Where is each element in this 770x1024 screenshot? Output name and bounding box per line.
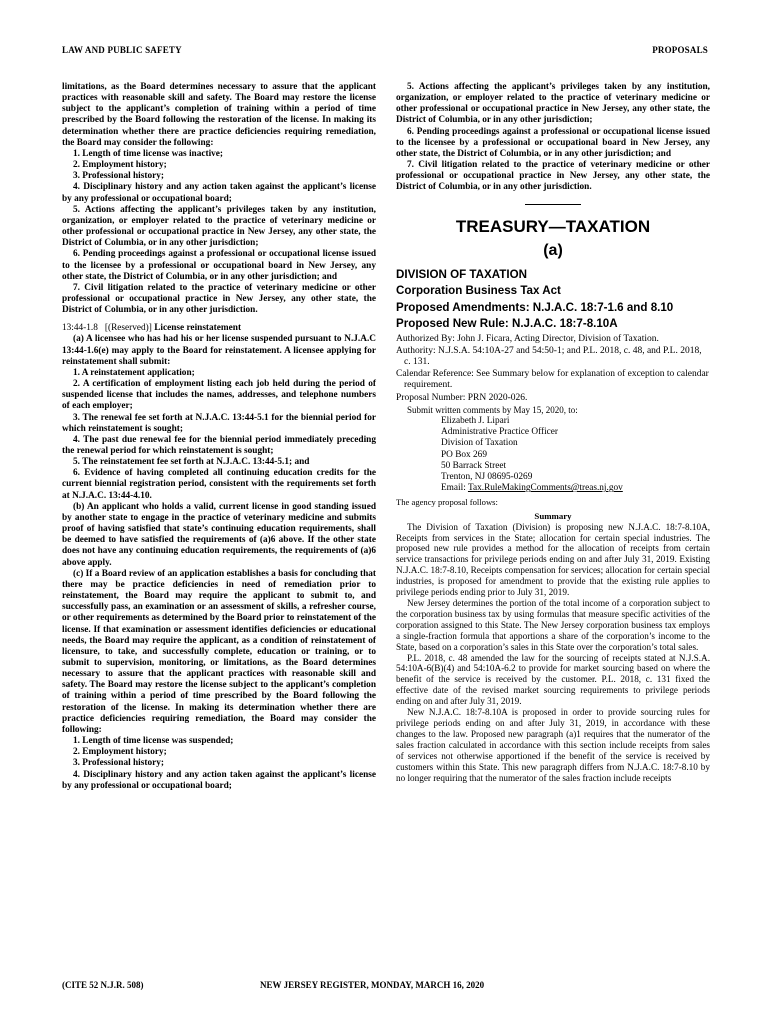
address-line: Trenton, NJ 08695-0269 [441,471,533,482]
list-item: 5. The reinstatement fee set forth at N.J.A.C. 13:44-5.1; and [73,457,310,468]
list-item: 7. Civil litigation related to the practice of veterinary medicine or other professional or occupational practice in New Jersey, any other state, the District of Columbia, or in any other jurisdiction. [396,160,710,193]
list-item: 5. Actions affecting the applicant’s privileges taken by any institution, organization, or employer related to the practice of veterinary medicine or other professional or occupational practice in New Jersey, any other state, the District of Columbia, or in any other jurisdiction; [396,82,710,126]
list-item: 6. Pending proceedings against a professional or occupational license issued to the licensee by a professional or occupational board in New Jersey, any other state, the District of Columbia, or in any other jurisdiction; and [396,126,710,159]
right-column [396,82,710,783]
left-column [62,82,376,792]
address-line: PO Box 269 [441,449,487,460]
authorized-by: Authorized By: John J. Ficara, Acting Director, Division of Taxation. [396,333,659,344]
section-number: 13:44-1.8 [62,323,98,334]
list-item: 6. Pending proceedings against a professional or occupational license issued to the licensee by a professional or occupational board in New Jersey, any other state, the District of Columbia, or in any other jurisdiction; and [62,249,376,282]
list-item: 3. The renewal fee set forth at N.J.A.C. 13:44-5.1 for the biennial period for which reinstatement is sought; [62,412,376,434]
address-line: Division of Taxation [441,438,518,449]
list-item: 1. Length of time license was inactive; [73,148,224,159]
list-item: 4. The past due renewal fee for the biennial period immediately preceding the renewal period for which reinstatement is sought; [62,434,376,456]
footer-citation: (CITE 52 N.J.R. 508) [62,980,144,990]
paragraph: (a) A licensee who has had his or her license suspended pursuant to N.J.A.C 13:44-1.6(e) may apply to the Board for reinstatement. A licensee applying for reinstatement shall submit: [62,334,376,367]
list-item: 2. Employment history; [73,160,167,171]
email-link[interactable]: Tax.RuleMakingComments@treas.nj.gov [467,483,623,494]
email-label: Email: [441,483,468,494]
authority: Authority: N.J.S.A. 54:10A-27 and 54:50-1; and P.L. 2018, c. 48, and P.L. 2018, c. 131. [396,345,702,367]
list-item: 3. Professional history; [73,758,164,769]
summary-heading: Summary [534,510,572,521]
running-header-left: LAW AND PUBLIC SAFETY [62,45,182,55]
act-heading: Corporation Business Tax Act [396,284,561,298]
amendments-heading: Proposed Amendments: N.J.A.C. 18:7-1.6 and 8.10 [396,300,674,314]
list-item: 4. Disciplinary history and any action taken against the applicant’s license by any professional or occupational board; [62,769,376,791]
list-item: 7. Civil litigation related to the practice of veterinary medicine or other professional or occupational practice in New Jersey, any other state, the District of Columbia, or in any other jurisdiction. [62,282,376,316]
paragraph: (c) If a Board review of an application establishes a basis for concluding that there may be practice deficiencies in need of remediation prior to reinstatement, the Board may require the applicant to submit to, and successfully pass, an examination or an assessment of skills, a refresher course, or other requirements as determined by the Board prior to reinstatement of the license. If that examination or assessment identifies deficiencies or educational needs, the Board may require the applicant, as a condition of reinstatement of licensure, to take, and successfully complete, education or training, or to submit to supervision, monitoring, or limitations, as the Board determines necessary to assure that the applicant practices with reasonable skill and safety. The Board may restore the license subject to the applicant’s completion of training within a period of time prescribed by the Board following the restoration of the license. In making its determination whether there are practice deficiencies requiring remediation, the Board may consider the following: [62,568,376,735]
department-heading: TREASURY—TAXATION [455,216,651,236]
running-header-right: PROPOSALS [652,45,708,55]
paragraph: New Jersey determines the portion of the total income of a corporation subject to the corporation business tax by using formulas that measure specific activities of the corporation assigned to this State. The New Jersey corporation business tax employs a single-fraction formula that apportions a share of the corporation’s income to the State, based on a corporation’s sales in this State over the corporation’s total sales. [396,598,710,652]
list-item: 2. Employment history; [73,747,167,758]
address-line: Administrative Practice Officer [441,427,559,438]
paragraph: The Division of Taxation (Division) is proposing new N.J.A.C. 18:7-8.10A, Receipts from services in the State; allocation for certain special industries. The proposed new rule provides a method for the allocation of receipts from certain service transactions for privilege periods ending on and after July 31, 2019. Existing N.J.A.C. 18:7-8.10, Receipts compensation for services; allocation for certain special industries, is proposed for amendment to provide that the existing rule applies to privilege periods ending prior to July 31, 2019. [396,521,710,598]
calendar-reference: Calendar Reference: See Summary below for explanation of exception to calendar requirement. [396,369,709,391]
address-line: 50 Barrack Street [441,460,507,471]
proposal-number: Proposal Number: PRN 2020-026. [396,392,528,403]
list-item: 1. Length of time license was suspended; [73,736,234,747]
list-item: 4. Disciplinary history and any action taken against the applicant’s license by any professional or occupational board; [62,182,376,204]
section-title: License reinstatement [154,323,242,334]
section-divider [525,204,581,205]
paragraph: New N.J.A.C. 18:7-8.10A is proposed in order to provide sourcing rules for privilege periods ending on and after July 31, 2019, in accordance with these changes to the law. Proposed new paragraph (a)1 requires that the numerator of the sales fraction calculated in accordance with this section include receipts from sales of services not otherwise apportioned if the benefit of the service is received by customers within this State. This new paragraph differs from N.J.A.C. 18:7-8.10 by no longer requiring that the numerator of the sales fraction include receipts [396,707,710,783]
new-rule-heading: Proposed New Rule: N.J.A.C. 18:7-8.10A [396,317,618,331]
address-line: Elizabeth J. Lipari [441,415,510,426]
paragraph: P.L. 2018, c. 48 amended the law for the sourcing of receipts stated at N.J.S.A. 54:10A-6(B)(4) and 54:10A-6.2 to provide for market sourcing based on where the benefit of the service is received by the customer. P.L. 2018, c. 131 fixed the effective date of the revised market sourcing requirements to privilege periods ending on and after July 31, 2019. [396,652,710,707]
list-item: 1. A reinstatement application; [73,367,195,378]
list-item: 6. Evidence of having completed all continuing education credits for the current biennial registration period, consistent with the requirements set forth at N.J.A.C. 13:44-4.10. [62,468,376,501]
email-line [396,483,710,494]
list-item: 3. Professional history; [73,171,164,182]
proposal-follows: The agency proposal follows: [396,497,498,508]
paragraph: limitations, as the Board determines necessary to assure that the applicant practices with reasonable skill and safety. The Board may restore the license subject to the applicant’s completion of training within a period of time prescribed by the Board following the restoration of the license. In making its determination whether there are practice deficiencies requiring remediation, the Board may consider the following: [62,82,376,148]
section-heading [62,323,376,334]
footer-register: NEW JERSEY REGISTER, MONDAY, MARCH 16, 2020 [260,980,485,990]
submit-comments: Submit written comments by May 15, 2020, to: [407,404,578,415]
paragraph: (b) An applicant who holds a valid, current license in good standing issued by another state to engage in the practice of veterinary medicine and submits proof of having satisfied that state’s continuing education requirements, shall be deemed to have satisfied the requirements of (a)6 above. If the other state does not have any continuing education requirements, the requirements of (a)6 above apply. [62,501,376,568]
division-heading: DIVISION OF TAXATION [396,267,527,281]
section-reserved: [(Reserved)] [104,323,152,334]
list-item: 2. A certification of employment listing each job held during the period of suspended license that includes the names, addresses, and telephone numbers of each employer; [62,379,376,412]
list-item: 5. Actions affecting the applicant’s privileges taken by any institution, organization, or employer related to the practice of veterinary medicine or other professional or occupational practice in New Jersey, any other state, the District of Columbia, or in any other jurisdiction; [62,204,376,249]
notice-letter: (a) [543,241,563,259]
